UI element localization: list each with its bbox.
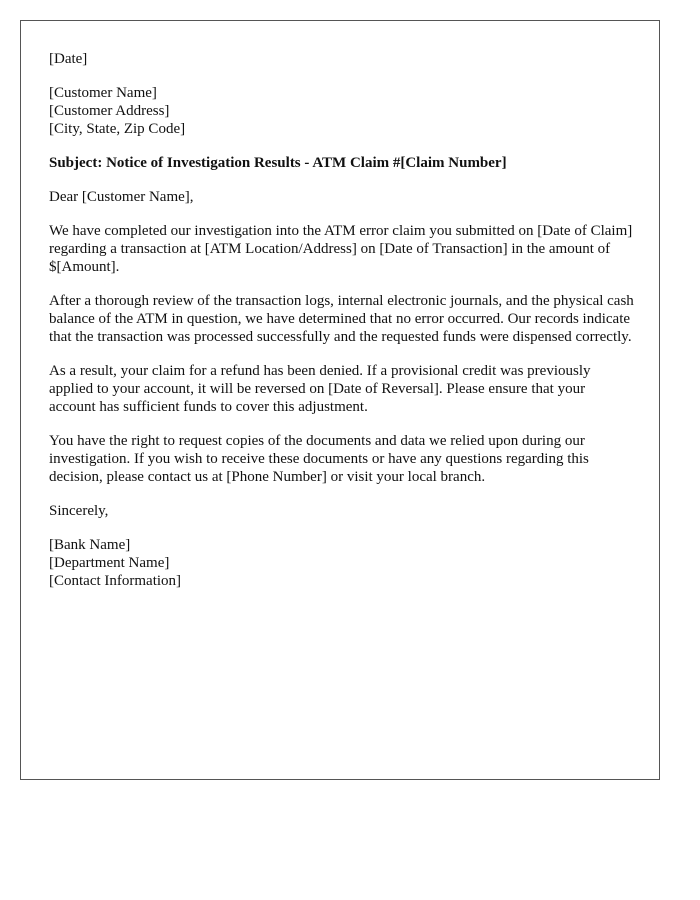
- signature-department-name: [Department Name]: [49, 555, 170, 571]
- paragraph-findings: After a thorough review of the transaction logs, internal electronic journals, and the physical cash balance of the ATM in question, we have determined that no error occurred. Our records indicate that the transaction was processed successfully and the requested funds were dispensed correctly.: [49, 293, 634, 345]
- paragraph-claim-summary: We have completed our investigation into the ATM error claim you submitted on [Date of Claim] regarding a transaction at [ATM Location/Address] on [Date of Transaction] in the amount of $[Amount].: [49, 223, 633, 275]
- recipient-block: [49, 84, 635, 138]
- letter-date: [Date]: [49, 51, 88, 67]
- paragraph-rights: You have the right to request copies of the documents and data we relied upon during our investigation. If you wish to receive these documents or have any questions regarding this decision, please contact us at [Phone Number] or visit your local branch.: [49, 433, 589, 485]
- paragraph-decision: As a result, your claim for a refund has been denied. If a provisional credit was previously applied to your account, it will be reversed on [Date of Reversal]. Please ensure that your account has sufficient funds to cover this adjustment.: [49, 363, 591, 415]
- recipient-address: [Customer Address]: [49, 103, 170, 119]
- signature-bank-name: [Bank Name]: [49, 537, 131, 553]
- signature-block: [49, 536, 635, 590]
- closing: Sincerely,: [49, 503, 109, 519]
- salutation: Dear [Customer Name],: [49, 189, 194, 205]
- recipient-name: [Customer Name]: [49, 85, 157, 101]
- recipient-city-state-zip: [City, State, Zip Code]: [49, 121, 186, 137]
- letter-body: [49, 50, 635, 606]
- subject-line: Subject: Notice of Investigation Results - ATM Claim #[Claim Number]: [49, 155, 507, 171]
- letter-page: [20, 20, 660, 780]
- signature-contact-information: [Contact Information]: [49, 573, 182, 589]
